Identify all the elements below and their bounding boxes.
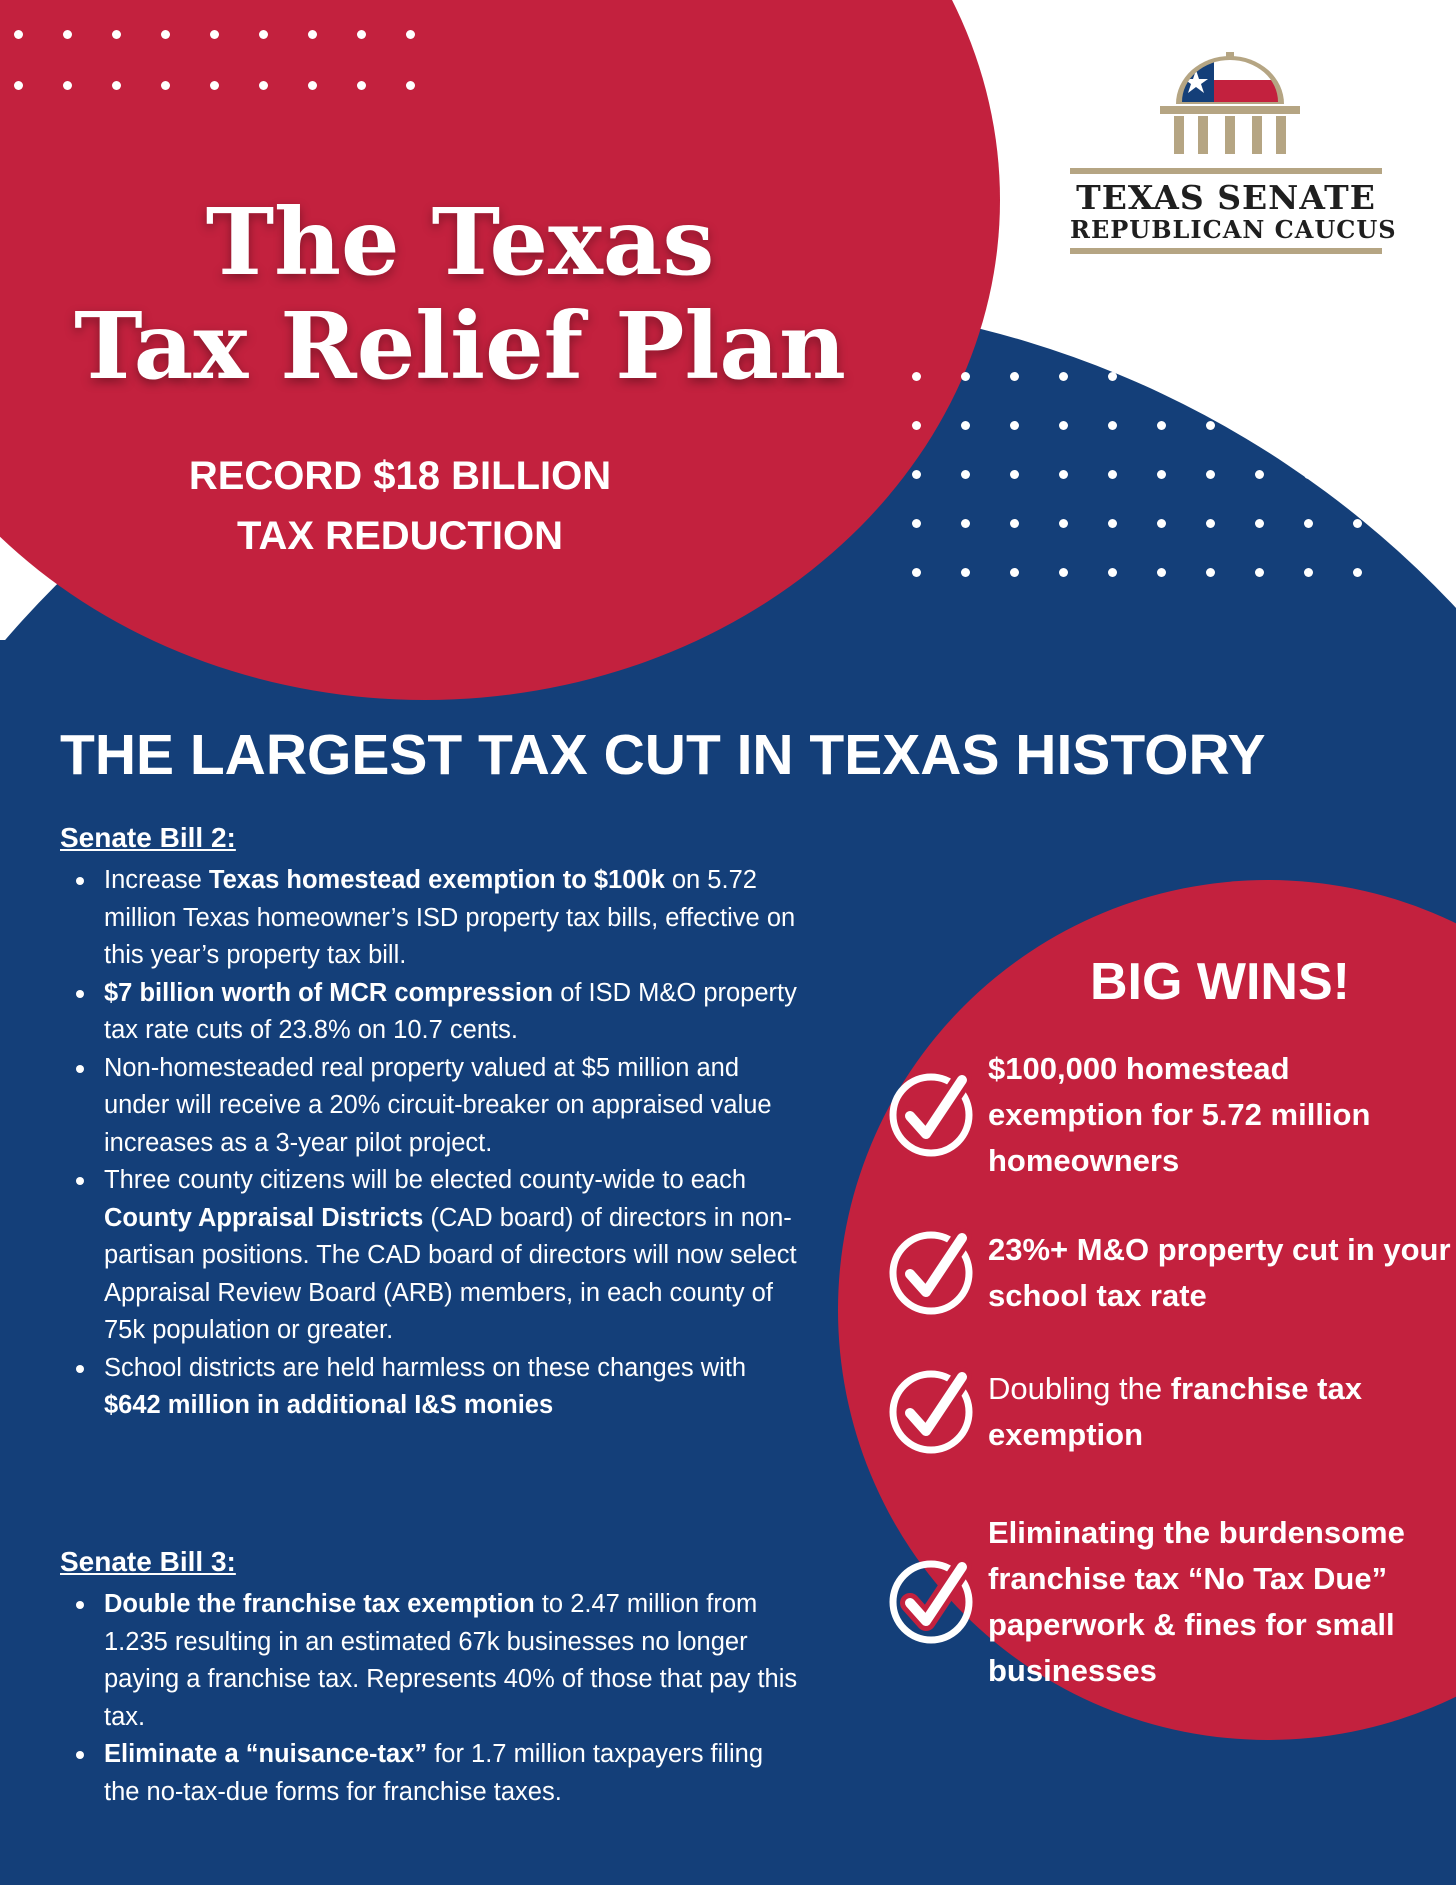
big-win-text: $100,000 homestead exemption for 5.72 million homeowners <box>988 1051 1371 1178</box>
decorative-dot <box>259 81 268 90</box>
checkmark-circle-icon <box>886 1228 976 1318</box>
bill-list-item: Non-homesteaded real property valued at $5 million and under will receive a 20% circuit-breaker on appraised value increases as a 3-year pilot project. <box>60 1050 800 1163</box>
bill-list-item: Three county citizens will be elected county-wide to each County Appraisal Districts (CAD board) of directors in non-partisan positions. The CAD board of directors will now select Appraisal Review Board (ARB) members, in each county of 75k population or greater. <box>60 1162 800 1350</box>
decorative-dot <box>1010 421 1019 430</box>
big-win-text: Doubling the franchise tax exemption <box>988 1371 1362 1452</box>
decorative-dot <box>1010 568 1019 577</box>
decorative-dot <box>1206 372 1215 381</box>
checkmark-circle-icon <box>886 1367 976 1457</box>
decorative-dot <box>14 30 23 39</box>
decorative-dot <box>1304 372 1313 381</box>
caucus-logo <box>1070 52 1397 258</box>
decorative-dot-grid-right <box>912 372 1362 577</box>
decorative-dot <box>1255 470 1264 479</box>
decorative-dot <box>357 30 366 39</box>
decorative-dot <box>1059 519 1068 528</box>
decorative-dot <box>1157 470 1166 479</box>
decorative-dot <box>161 30 170 39</box>
decorative-dot <box>259 30 268 39</box>
decorative-dot <box>14 81 23 90</box>
big-win-item <box>886 1510 1452 1694</box>
decorative-dot <box>1108 421 1117 430</box>
decorative-dot <box>161 81 170 90</box>
decorative-dot <box>1255 421 1264 430</box>
decorative-dot <box>1157 519 1166 528</box>
decorative-dot <box>961 568 970 577</box>
decorative-dot <box>1010 519 1019 528</box>
decorative-dot <box>1255 519 1264 528</box>
decorative-dot <box>1353 568 1362 577</box>
decorative-dot <box>1108 470 1117 479</box>
decorative-dot <box>1108 372 1117 381</box>
page-title <box>20 190 900 398</box>
decorative-dot <box>1206 568 1215 577</box>
decorative-dot <box>112 30 121 39</box>
decorative-dot <box>1353 519 1362 528</box>
bill-list-item: Increase Texas homestead exemption to $100k on 5.72 million Texas homeowner’s ISD property tax bills, effective on this year’s property tax bill. <box>60 862 800 975</box>
decorative-dot <box>1255 568 1264 577</box>
decorative-dot <box>210 81 219 90</box>
decorative-dot <box>1353 372 1362 381</box>
decorative-dot <box>1304 519 1313 528</box>
bill-list-item: School districts are held harmless on these changes with $642 million in additional I&S monies <box>60 1350 800 1425</box>
decorative-dot <box>1010 470 1019 479</box>
checkmark-circle-icon <box>886 1070 976 1160</box>
decorative-dot-grid-top <box>14 30 415 90</box>
decorative-dot <box>1108 568 1117 577</box>
decorative-dot <box>406 30 415 39</box>
senate-bill-2-title: Senate Bill 2: <box>60 822 236 853</box>
decorative-dot <box>1059 372 1068 381</box>
section-heading: THE LARGEST TAX CUT IN TEXAS HISTORY <box>60 723 1266 787</box>
decorative-dot <box>210 30 219 39</box>
big-win-text: Eliminating the burdensome franchise tax “No Tax Due” paperwork & fines for small businesses <box>988 1515 1405 1688</box>
decorative-dot <box>1304 421 1313 430</box>
decorative-dot <box>1206 421 1215 430</box>
big-win-item <box>886 1366 1452 1458</box>
decorative-dot <box>1059 470 1068 479</box>
big-win-item <box>886 1227 1452 1319</box>
decorative-dot <box>912 470 921 479</box>
bill-list-item: $7 billion worth of MCR compression of ISD M&O property tax rate cuts of 23.8% on 10.7 cents. <box>60 975 800 1050</box>
big-wins-title: BIG WINS! <box>1090 953 1350 1011</box>
decorative-dot <box>1353 470 1362 479</box>
decorative-dot <box>961 421 970 430</box>
big-win-text: 23%+ M&O property cut in your school tax rate <box>988 1232 1451 1313</box>
senate-bill-2-section <box>60 822 800 1425</box>
subtitle <box>150 446 650 566</box>
decorative-dot <box>1304 568 1313 577</box>
title-line-1: The Texas <box>205 188 715 296</box>
decorative-dot <box>357 81 366 90</box>
decorative-dot <box>1059 568 1068 577</box>
bill-list-item: Eliminate a “nuisance-tax” for 1.7 million taxpayers filing the no-tax-due forms for franchise taxes. <box>60 1736 800 1811</box>
decorative-dot <box>961 372 970 381</box>
decorative-dot <box>1108 519 1117 528</box>
decorative-dot <box>112 81 121 90</box>
decorative-dot <box>961 519 970 528</box>
decorative-dot <box>1157 568 1166 577</box>
senate-bill-3-section <box>60 1546 800 1811</box>
logo-divider-bottom <box>1070 248 1382 254</box>
logo-text-line1: TEXAS SENATE <box>1076 178 1376 217</box>
decorative-dot <box>1206 470 1215 479</box>
decorative-dot <box>1206 519 1215 528</box>
decorative-dot <box>63 81 72 90</box>
senate-bill-3-list <box>60 1586 800 1811</box>
subtitle-line-2: TAX REDUCTION <box>237 514 563 558</box>
decorative-dot <box>1157 372 1166 381</box>
decorative-dot <box>961 470 970 479</box>
decorative-dot <box>63 30 72 39</box>
checkmark-circle-icon <box>886 1557 976 1647</box>
decorative-dot <box>1304 470 1313 479</box>
title-line-2: Tax Relief Plan <box>74 292 846 400</box>
decorative-dot <box>912 421 921 430</box>
decorative-dot <box>1010 372 1019 381</box>
subtitle-line-1: RECORD $18 BILLION <box>188 454 612 498</box>
big-win-item <box>886 1046 1452 1184</box>
logo-text-line2: REPUBLICAN CAUCUS <box>1070 215 1397 244</box>
decorative-dot <box>1157 421 1166 430</box>
senate-bill-2-list <box>60 862 800 1425</box>
capitol-dome-with-texas-flag-icon <box>1148 52 1312 164</box>
logo-divider-top <box>1070 168 1382 174</box>
decorative-dot <box>912 519 921 528</box>
decorative-dot <box>308 81 317 90</box>
senate-bill-3-title: Senate Bill 3: <box>60 1546 236 1577</box>
decorative-dot <box>912 568 921 577</box>
bill-list-item: Double the franchise tax exemption to 2.47 million from 1.235 resulting in an estimated 67k businesses no longer paying a franchise tax. Represents 40% of those that pay this tax. <box>60 1586 800 1736</box>
decorative-dot <box>1255 372 1264 381</box>
decorative-dot <box>1059 421 1068 430</box>
decorative-dot <box>406 81 415 90</box>
decorative-dot <box>308 30 317 39</box>
decorative-dot <box>1353 421 1362 430</box>
decorative-dot <box>912 372 921 381</box>
